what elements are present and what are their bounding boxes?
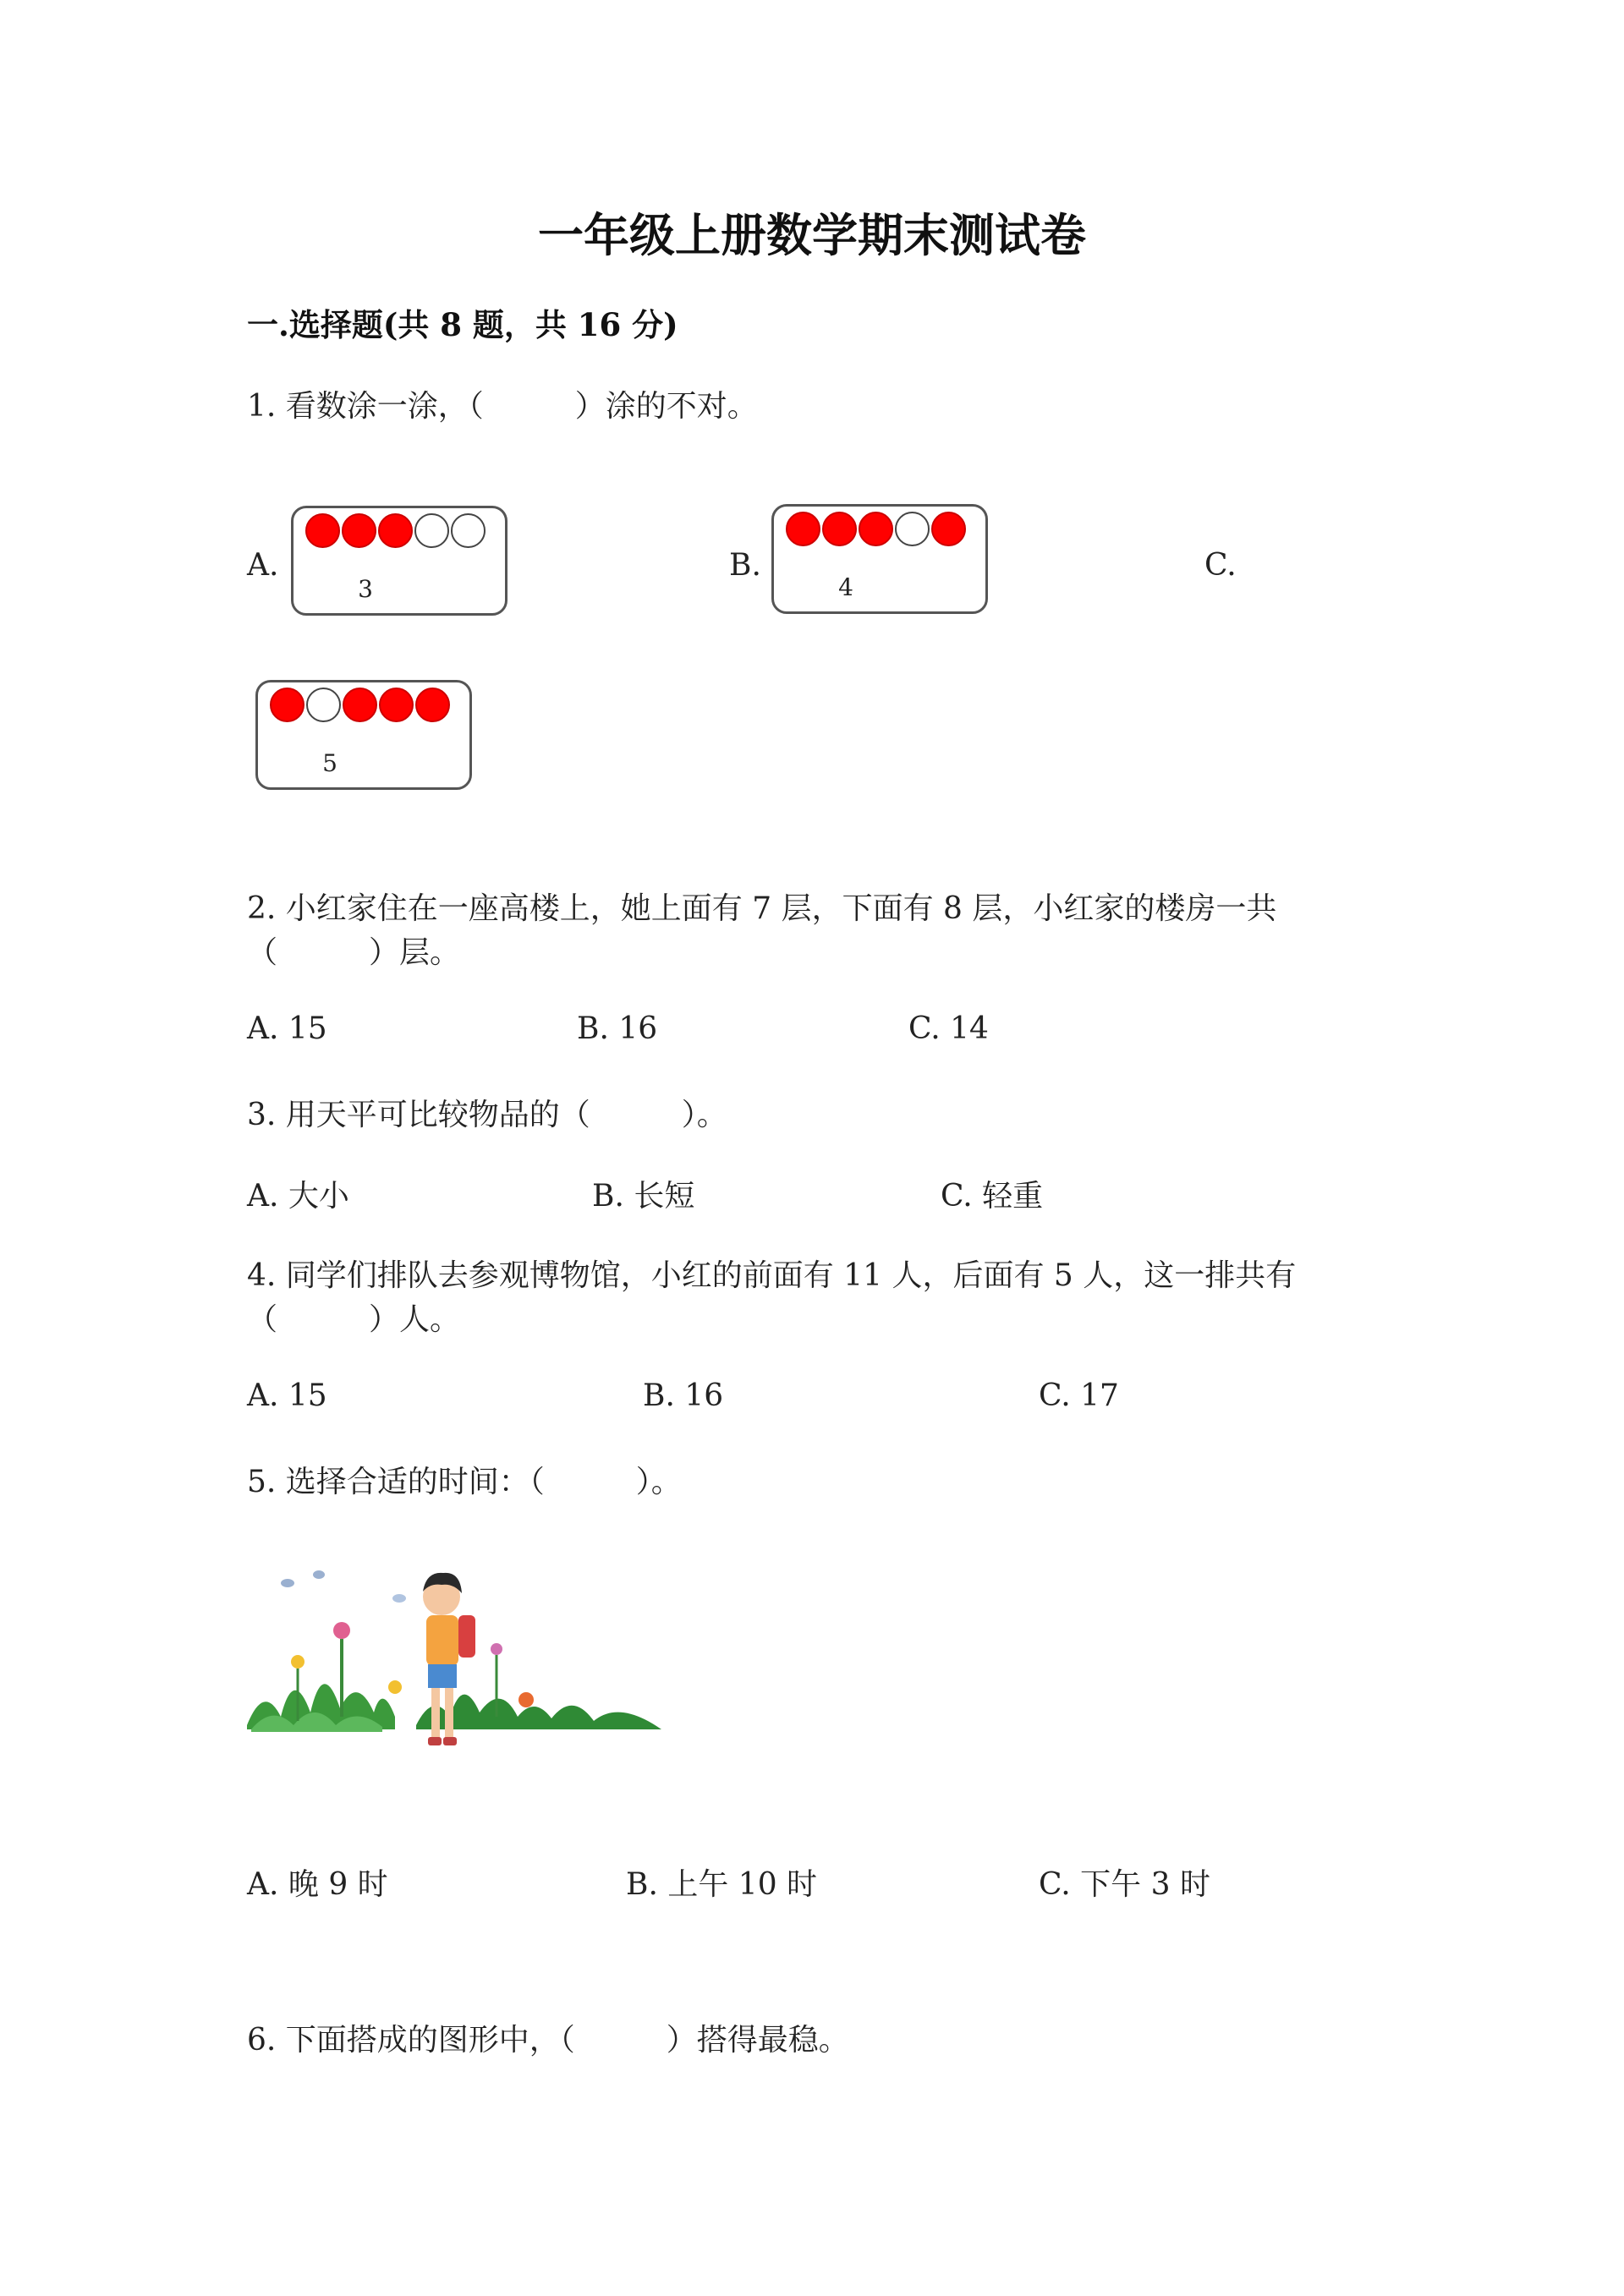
filled-circle-5 — [931, 512, 966, 546]
empty-circle-4 — [414, 513, 449, 548]
question-2-line-1: 2. 小红家住在一座高楼上，她上面有 7 层，下面有 8 层，小红家的楼房一共 — [247, 891, 1277, 926]
q1-option-c-label: C. — [1204, 548, 1237, 583]
empty-circle-4 — [895, 512, 930, 546]
q1-option-b-number: 4 — [838, 573, 853, 601]
boy-in-garden-illustration — [247, 1556, 670, 1767]
filled-circle-4 — [379, 688, 414, 722]
q2-option-a[interactable]: A. 15 — [247, 1011, 327, 1046]
section-heading: 一.选择题(共 8 题，共 16 分) — [247, 306, 678, 343]
filled-circle-1 — [270, 688, 304, 722]
filled-circle-1 — [305, 513, 340, 548]
question-2-line-2: （ ）层。 — [247, 935, 461, 970]
q4-option-a[interactable]: A. 15 — [247, 1378, 327, 1413]
q1-option-a-dots — [305, 513, 486, 548]
filled-circle-3 — [859, 512, 893, 546]
q3-option-c[interactable]: C. 轻重 — [941, 1179, 1044, 1214]
empty-circle-5 — [451, 513, 486, 548]
q1-option-b-dots — [786, 512, 966, 546]
q1-option-b-card[interactable] — [771, 504, 988, 614]
question-4-line-2: （ ）人。 — [247, 1302, 461, 1337]
filled-circle-3 — [378, 513, 413, 548]
q5-option-b[interactable]: B. 上午 10 时 — [626, 1867, 818, 1902]
q1-option-b-label: B. — [729, 548, 761, 583]
q1-option-a-number: 3 — [358, 575, 373, 603]
question-5-text: 5. 选择合适的时间：（ ）。 — [247, 1465, 682, 1499]
q1-option-a-card[interactable] — [291, 506, 508, 616]
q1-option-c-number: 5 — [322, 749, 337, 777]
q3-option-a[interactable]: A. 大小 — [247, 1179, 349, 1214]
question-4-line-1: 4. 同学们排队去参观博物馆，小红的前面有 11 人，后面有 5 人，这一排共有 — [247, 1258, 1297, 1293]
q5-option-a[interactable]: A. 晚 9 时 — [247, 1867, 388, 1902]
q3-option-b[interactable]: B. 长短 — [592, 1179, 695, 1214]
q1-option-a-label: A. — [247, 548, 279, 583]
question-1-text: 1. 看数涂一涂，（ ）涂的不对。 — [247, 389, 758, 424]
filled-circle-2 — [822, 512, 857, 546]
q4-option-c[interactable]: C. 17 — [1039, 1378, 1119, 1413]
q2-option-c[interactable]: C. 14 — [908, 1011, 989, 1046]
question-6-text: 6. 下面搭成的图形中，（ ）搭得最稳。 — [247, 2023, 849, 2058]
empty-circle-2 — [306, 688, 341, 722]
q4-option-b[interactable]: B. 16 — [643, 1378, 724, 1413]
page-title: 一年级上册数学期末测试卷 — [538, 208, 1086, 262]
filled-circle-2 — [342, 513, 376, 548]
q2-option-b[interactable]: B. 16 — [577, 1011, 658, 1046]
q1-option-c-card[interactable] — [255, 680, 472, 790]
q5-option-c[interactable]: C. 下午 3 时 — [1039, 1867, 1210, 1902]
filled-circle-5 — [415, 688, 450, 722]
q1-option-c-dots — [270, 688, 450, 722]
question-3-text: 3. 用天平可比较物品的（ ）。 — [247, 1098, 727, 1132]
filled-circle-3 — [343, 688, 377, 722]
filled-circle-1 — [786, 512, 820, 546]
